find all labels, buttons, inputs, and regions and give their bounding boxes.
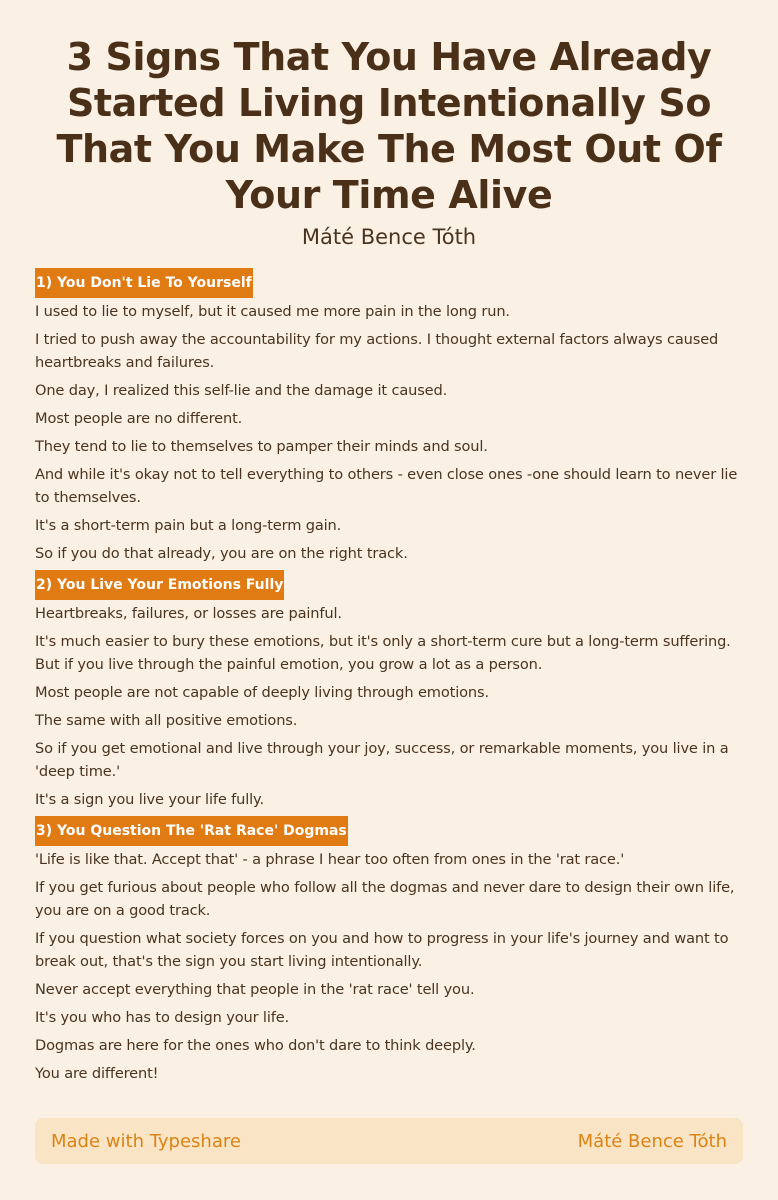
section-3 bbox=[35, 816, 743, 1085]
paragraph: It's much easier to bury these emotions, but it's only a short-term cure but a long-term suffering. But if you live through the painful emotion, you grow a lot as a person. bbox=[35, 633, 731, 673]
section-1 bbox=[35, 268, 743, 565]
paragraph: 'Life is like that. Accept that' - a phrase I hear too often from ones in the 'rat race.' bbox=[35, 851, 625, 868]
paragraph: I tried to push away the accountability for my actions. I thought external factors always caused heartbreaks and failures. bbox=[35, 331, 719, 371]
footer-bar bbox=[35, 1118, 743, 1164]
footer-credit-link[interactable]: Made with Typeshare bbox=[51, 1130, 241, 1152]
article-title: 3 Signs That You Have Already Started Living Intentionally So That You Make The Most Out Of Your Time Alive bbox=[56, 35, 722, 217]
paragraph: The same with all positive emotions. bbox=[35, 712, 298, 729]
paragraph: It's a sign you live your life fully. bbox=[35, 791, 264, 808]
paragraph: If you get furious about people who follow all the dogmas and never dare to design their own life, you are on a good track. bbox=[35, 879, 735, 919]
footer-author-name: Máté Bence Tóth bbox=[577, 1130, 727, 1152]
paragraph: Most people are not capable of deeply living through emotions. bbox=[35, 684, 489, 701]
paragraph: And while it's okay not to tell everything to others - even close ones -one should learn to never lie to themselves. bbox=[35, 466, 738, 506]
section-heading: 1) You Don't Lie To Yourself bbox=[35, 268, 253, 298]
section-heading: 3) You Question The 'Rat Race' Dogmas bbox=[35, 816, 348, 846]
paragraph: I used to lie to myself, but it caused me more pain in the long run. bbox=[35, 303, 510, 320]
section-2 bbox=[35, 570, 743, 811]
paragraph: So if you get emotional and live through your joy, success, or remarkable moments, you live in a 'deep time.' bbox=[35, 740, 729, 780]
article bbox=[35, 34, 743, 1090]
paragraph: They tend to lie to themselves to pamper their minds and soul. bbox=[35, 438, 488, 455]
paragraph: It's you who has to design your life. bbox=[35, 1009, 290, 1026]
paragraph: One day, I realized this self-lie and the damage it caused. bbox=[35, 382, 448, 399]
paragraph: Most people are no different. bbox=[35, 410, 243, 427]
paragraph: Never accept everything that people in the 'rat race' tell you. bbox=[35, 981, 475, 998]
paragraph: Dogmas are here for the ones who don't dare to think deeply. bbox=[35, 1037, 476, 1054]
paragraph: You are different! bbox=[35, 1065, 159, 1082]
paragraph: If you question what society forces on you and how to progress in your life's journey and want to break out, that's the sign you start living intentionally. bbox=[35, 930, 729, 970]
paragraph: So if you do that already, you are on the right track. bbox=[35, 545, 408, 562]
article-author: Máté Bence Tóth bbox=[301, 225, 477, 249]
paragraph: It's a short-term pain but a long-term gain. bbox=[35, 517, 342, 534]
paragraph: Heartbreaks, failures, or losses are painful. bbox=[35, 605, 342, 622]
article-body bbox=[35, 268, 743, 1085]
section-heading: 2) You Live Your Emotions Fully bbox=[35, 570, 284, 600]
